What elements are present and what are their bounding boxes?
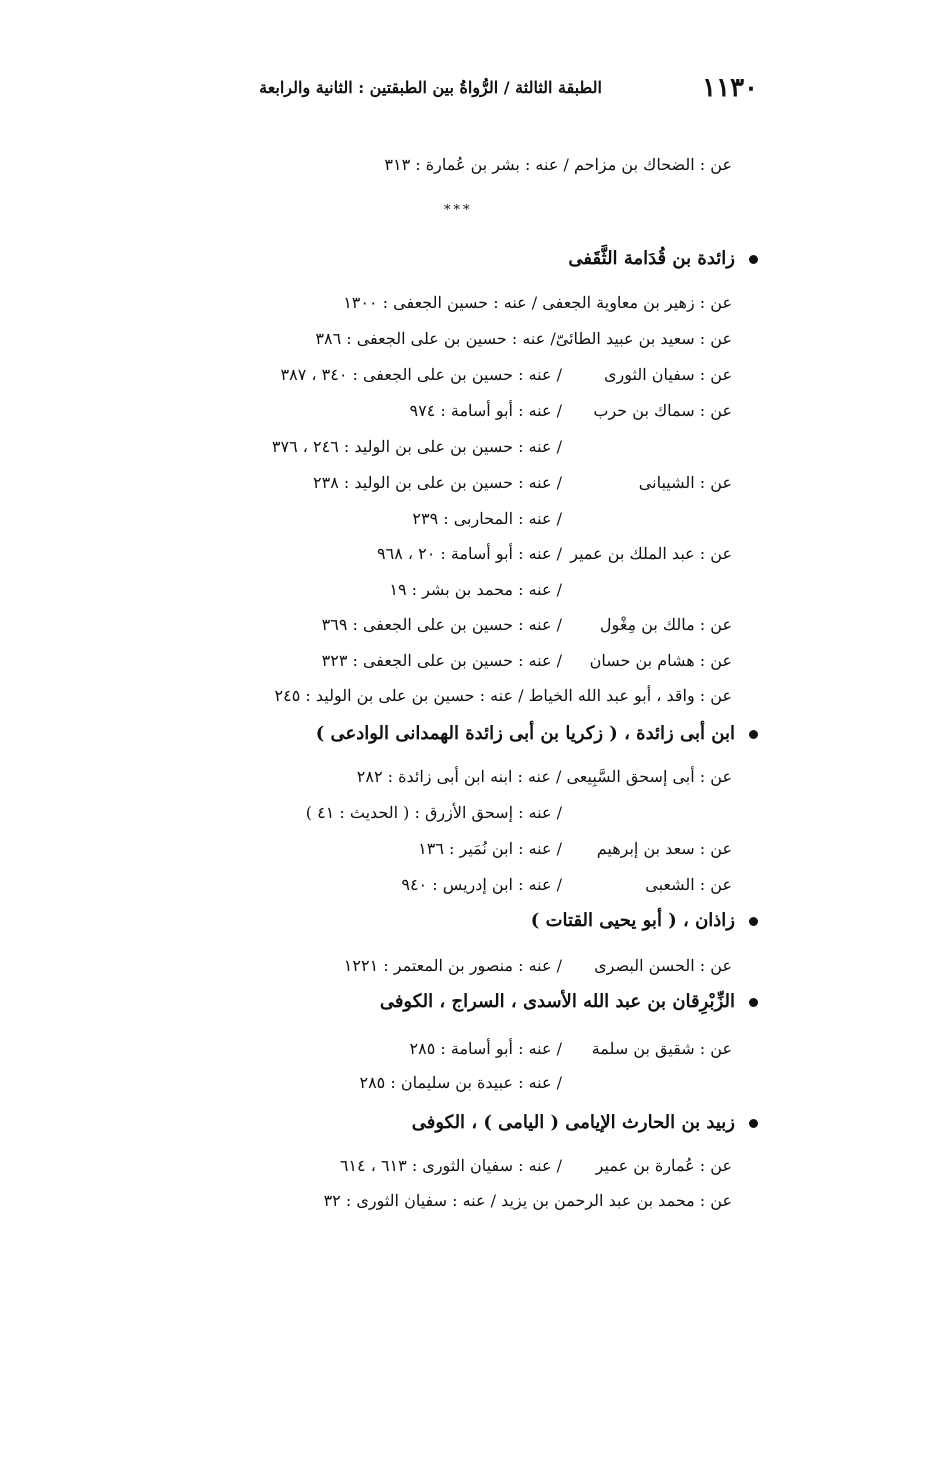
narration-to: / عنه : أبو أسامة : ٢٠ ، ٩٦٨ [377, 544, 562, 563]
narration-to: / عنه : ابن نُمَير : ١٣٦ [418, 839, 562, 858]
bullet-icon [749, 730, 758, 739]
narrator-name: زبيد بن الحارث الإيامى ( اليامى ) ، الكوفى [411, 1112, 735, 1133]
narration-from: عن : الشيبانى [638, 473, 732, 492]
narration-from: عن : سعد بن إبرهيم [596, 839, 732, 858]
narration-to: / عنه : محمد بن بشر : ١٩ [389, 580, 562, 599]
narrator-entry-heading [568, 250, 758, 268]
narration-to: / عنه : ابن إدريس : ٩٤٠ [401, 875, 562, 894]
narration-to: / عنه : حسين بن على الجعفى : ٣٢٣ [321, 651, 562, 670]
narration-from: عن : عبد الملك بن عمير [570, 544, 732, 563]
narration-from: عن : هشام بن حسان [589, 651, 732, 670]
narration-to: / عنه : منصور بن المعتمر : ١٢٢١ [343, 956, 562, 975]
narration-to: / عنه : سفيان الثورى : ٦١٣ ، ٦١٤ [339, 1156, 562, 1175]
narration-from: عن : عُمارة بن عمير [595, 1156, 732, 1175]
narration-from: عن : سفيان الثورى [604, 365, 732, 384]
bullet-icon [749, 917, 758, 926]
narration-from: عن : سماك بن حرب [593, 401, 732, 420]
bullet-icon [749, 1119, 758, 1128]
narration-to: / عنه : أبو أسامة : ٩٧٤ [409, 401, 562, 420]
narrator-entry-heading [412, 1114, 758, 1132]
narrator-name: زاذان ، ( أبو يحيى القتات ) [530, 910, 735, 931]
narration-to: / عنه : إسحق الأزرق : ( الحديث : ٤١ ) [305, 803, 562, 822]
running-header: الطبقة الثالثة / الرُّواةُ بين الطبقتين : الثانية والرابعة [259, 78, 602, 97]
bullet-icon [749, 998, 758, 1007]
narration-from: عن : شقيق بن سلمة [591, 1039, 732, 1058]
narration-line: عن : سعيد بن عبيد الطائىّ/ عنه : حسين بن على الجعفى : ٣٨٦ [315, 329, 732, 348]
narration-to: / عنه : حسين بن على الجعفى : ٣٤٠ ، ٣٨٧ [280, 365, 562, 384]
bullet-icon [749, 255, 758, 264]
narration-line: عن : الضحاك بن مزاحم / عنه : بشر بن عُمارة : ٣١٣ [384, 155, 732, 174]
narrator-entry-heading [316, 725, 758, 743]
narration-to: / عنه : المحاربى : ٢٣٩ [412, 509, 562, 528]
narrator-entry-heading [380, 993, 758, 1011]
narration-to: / عنه : عبيدة بن سليمان : ٢٨٥ [359, 1073, 562, 1092]
narrator-entry-heading [531, 912, 758, 930]
narration-line: عن : محمد بن عبد الرحمن بن يزيد / عنه : سفيان الثورى : ٣٢ [323, 1191, 732, 1210]
section-separator: *** [444, 203, 473, 218]
narration-line: عن : واقد ، أبو عبد الله الخياط / عنه : حسين بن على بن الوليد : ٢٤٥ [274, 686, 732, 705]
narration-line: عن : أبى إسحق السَّبِيعى / عنه : ابنه ابن أبى زائدة : ٢٨٢ [356, 767, 732, 786]
narration-line: عن : زهير بن معاوية الجعفى / عنه : حسين الجعفى : ١٣٠٠ [343, 293, 732, 312]
narration-to: / عنه : حسين بن على الجعفى : ٣٦٩ [321, 615, 562, 634]
narration-to: / عنه : حسين بن على بن الوليد : ٢٤٦ ، ٣٧٦ [271, 437, 562, 456]
narrator-name: الزِّبْرِقان بن عبد الله الأسدى ، السراج ، الكوفى [379, 991, 735, 1012]
narration-from: عن : الشعبى [645, 875, 732, 894]
narration-from: عن : مالك بن مِغْول [599, 615, 732, 634]
narration-to: / عنه : أبو أسامة : ٢٨٥ [409, 1039, 562, 1058]
narrator-name: ابن أبى زائدة ، ( زكريا بن أبى زائدة الهمدانى الوادعى ) [315, 723, 735, 744]
narration-to: / عنه : حسين بن على بن الوليد : ٢٣٨ [313, 473, 562, 492]
narration-from: عن : الحسن البصرى [594, 956, 732, 975]
page-number: ١١٣٠ [702, 73, 758, 103]
narrator-name: زائدة بن قُدَامة الثَّقَفى [568, 248, 735, 269]
